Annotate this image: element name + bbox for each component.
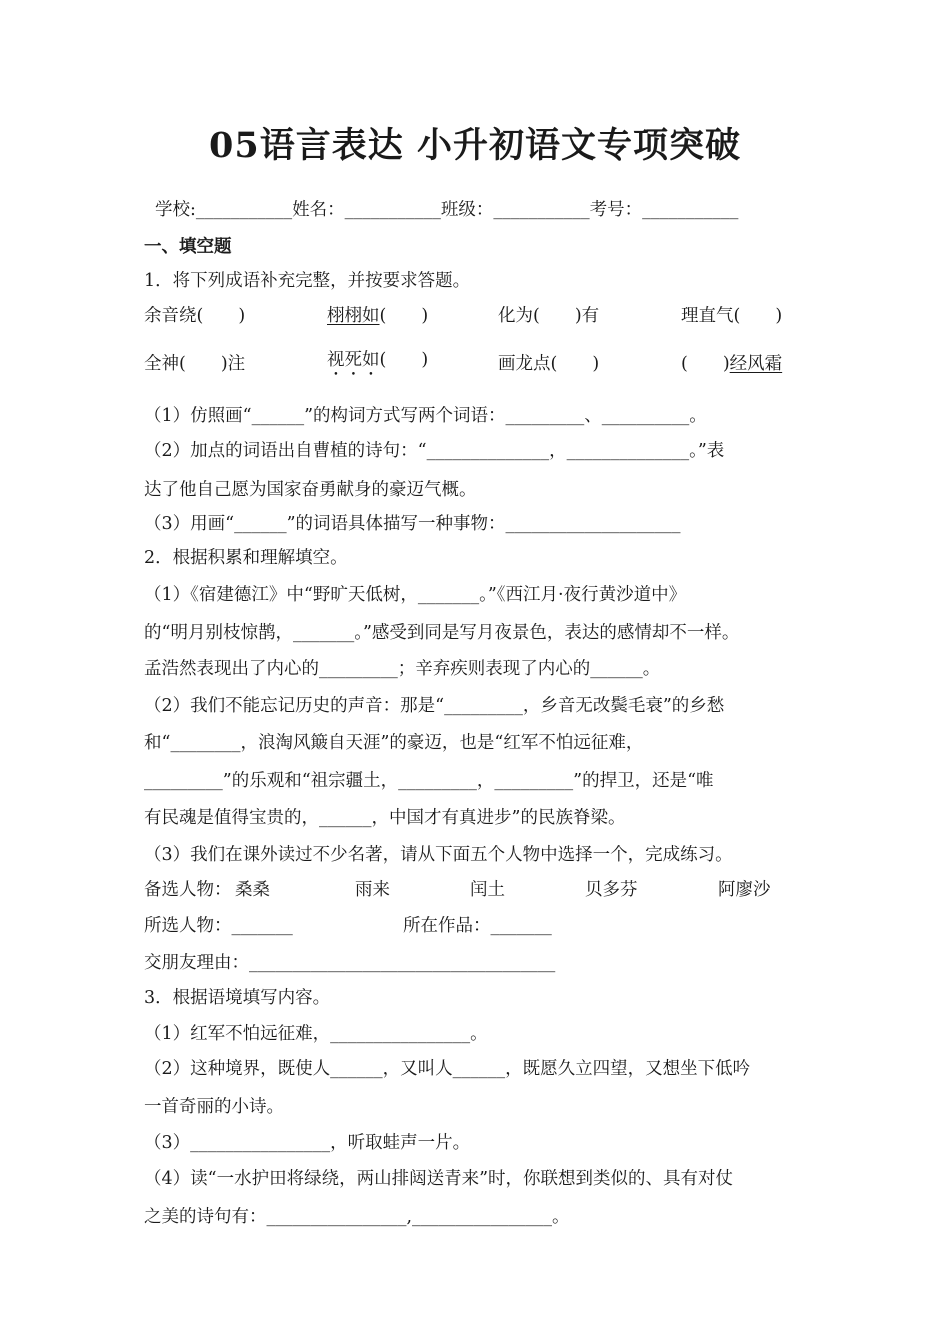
work-title-field: 所在作品：_______ [403,916,552,936]
question-2-sub-1-cont: 的“明月别枝惊鹊，_______。”感受到同是写月夜景色，表达的感情却不一样。 [144,623,740,643]
question-1-sub-2-cont: 达了他自己愿为国家奋勇献身的豪迈气概。 [144,480,477,500]
idiom-1: 余音绕( ) [144,306,246,326]
question-3-sub-2-cont: 一首奇丽的小诗。 [144,1097,284,1117]
candidate-name: 桑桑 [235,880,270,900]
reason-field: 交朋友理由：___________________________________ [144,953,556,973]
student-info-line: 学校:___________姓名：___________班级：___________考号：___________ [155,200,739,220]
idiom-2-underlined: 栩栩如 [327,306,380,326]
question-1-stem: 1．将下列成语补充完整，并按要求答题。 [144,271,471,291]
question-2-stem: 2．根据积累和理解填空。 [144,548,348,568]
question-2-sub-1-cont: 孟浩然表现出了内心的_________；辛弃疾则表现了内心的______。 [144,659,661,679]
section-heading: 一、填空题 [144,237,232,257]
candidate-name: 雨来 [355,880,390,900]
page-title: 05语言表达 小升初语文专项突破 [209,125,741,166]
idiom-8-underlined: 经风霜 [729,354,783,374]
idiom-6-blank: ( ) [379,350,429,370]
idiom-8-blank: ( ) [681,354,730,374]
chosen-character-field: 所选人物：_______ [144,916,293,936]
idiom-4: 理直气( ) [681,306,783,326]
question-3-sub-1: （1）红军不怕远征难，________________。 [144,1024,488,1044]
idiom-7: 画龙点( ) [498,354,600,374]
question-2-sub-2-cont: 有民魂是值得宝贵的，______，中国才有真进步”的民族脊梁。 [144,808,626,828]
question-3-sub-4: （4）读“一水护田将绿绕，两山排闼送青来”时，你联想到类似的、具有对仗 [144,1169,734,1189]
question-2-sub-2-cont: 和“________，浪淘风簸自天涯”的豪迈，也是“红军不怕远征难， [144,733,644,753]
question-3-stem: 3．根据语境填写内容。 [144,988,331,1008]
question-2-sub-3: （3）我们在课外读过不少名著，请从下面五个人物中选择一个，完成练习。 [144,845,733,865]
question-2-sub-1: （1）《宿建德江》中“野旷天低树，_______。”《西江月·夜行黄沙道中》 [144,585,687,605]
idiom-6-dotted: 视死如 [327,350,380,370]
question-1-sub-1: （1）仿照画“______”的构词方式写两个词语：_________、__________。 [144,406,707,426]
idiom-5: 全神( )注 [144,354,246,374]
question-2-sub-2: （2）我们不能忘记历史的声音：那是“_________，乡音无改鬓毛衰”的乡愁 [144,696,725,716]
question-3-sub-2: （2）这种境界，既使人______，又叫人______，既愿久立四望，又想坐下低吟 [144,1059,751,1079]
idiom-6 [327,348,428,380]
question-1-sub-2: （2）加点的词语出自曹植的诗句：“______________，______________。”表 [144,441,725,461]
question-3-sub-3: （3）________________，听取蛙声一片。 [144,1133,471,1153]
candidate-name: 闰土 [470,880,505,900]
question-1-sub-3: （3）用画“______”的词语具体描写一种事物：____________________ [144,514,681,534]
idiom-3: 化为( )有 [498,306,600,326]
idiom-8 [681,352,782,376]
candidate-name: 贝多芬 [585,880,638,900]
question-3-sub-4-cont: 之美的诗句有：________________,________________。 [144,1207,570,1227]
idiom-2-blank: ( ) [379,306,429,326]
candidates-label: 备选人物： [144,880,232,900]
candidate-name: 阿廖沙 [718,880,771,900]
question-2-sub-2-cont: _________”的乐观和“祖宗疆土，_________，_________”的捍卫，还是“唯 [144,771,714,791]
idiom-2 [327,304,428,328]
